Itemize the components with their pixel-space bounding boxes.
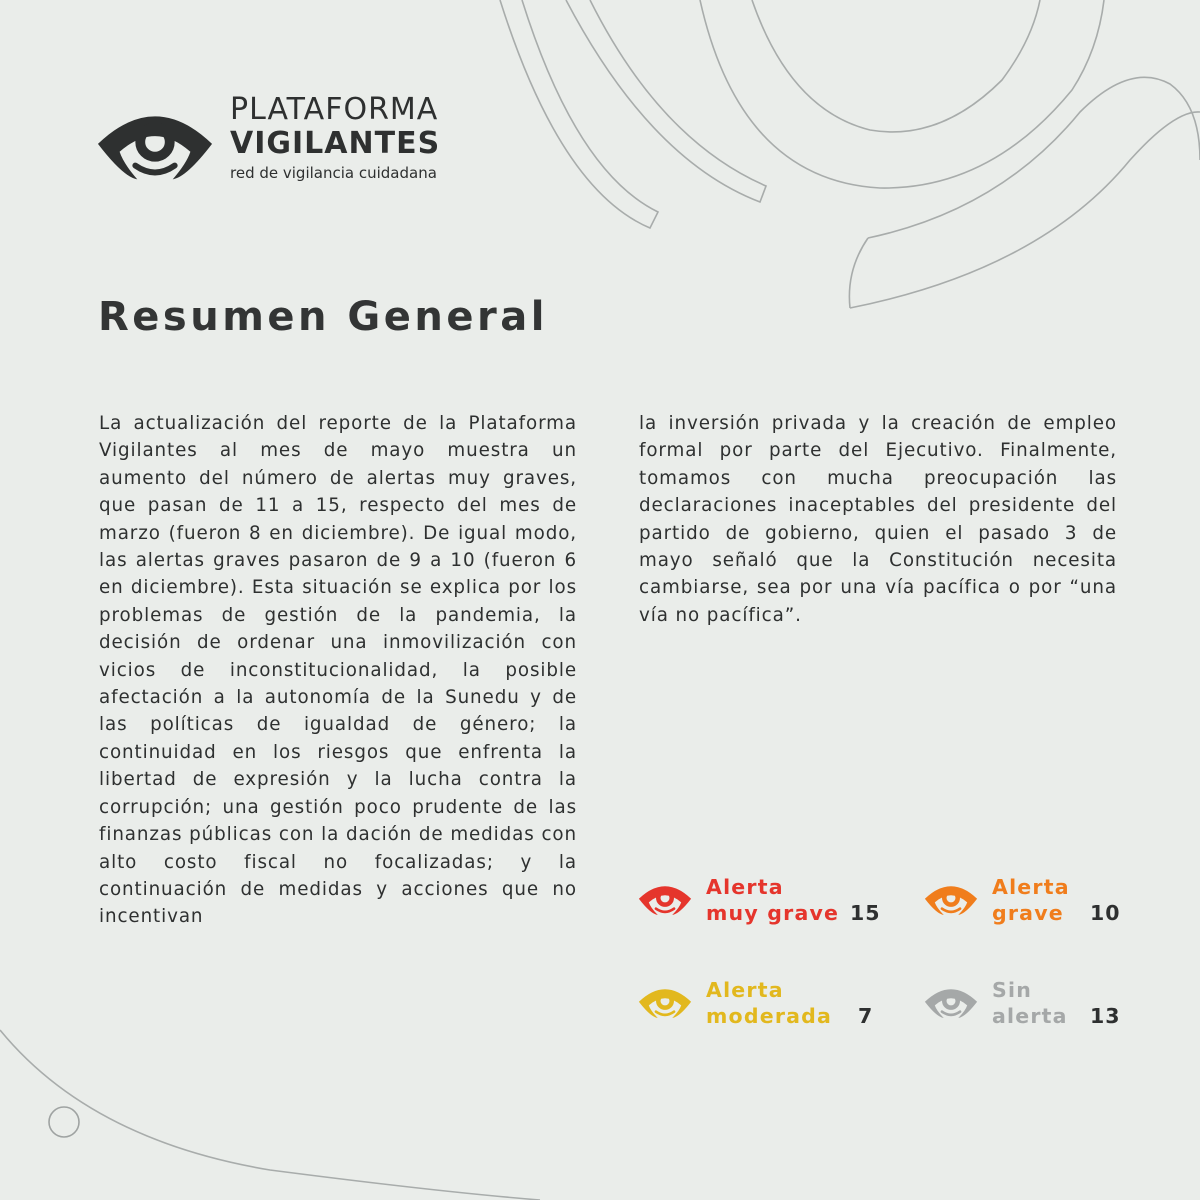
alert-count: 10 bbox=[1090, 901, 1121, 925]
alert-label: Sin alerta bbox=[992, 978, 1068, 1028]
alert-label: Alerta moderada bbox=[706, 978, 833, 1028]
alert-label: Alerta grave bbox=[992, 875, 1070, 925]
alert-moderada bbox=[638, 977, 888, 1037]
brand-tagline: red de vigilancia cuidadana bbox=[230, 164, 437, 182]
body-text-right: la inversión privada y la creación de empleo formal por parte del Ejecutivo. Finalmente, tomamos con mucha preocupación las declaraciones inaceptables del presidente del partido de gobierno, quien el pasado 3 de mayo señaló que la Constitución necesita cambiarse, sea por una vía pacífica o por “una vía no pacífica”. bbox=[639, 413, 1117, 626]
eye-alert-icon bbox=[924, 981, 978, 1019]
eye-alert-icon bbox=[638, 878, 692, 916]
alert-count: 7 bbox=[858, 1004, 874, 1028]
eye-alert-icon bbox=[638, 981, 692, 1019]
alert-label: Alerta muy grave bbox=[706, 875, 840, 925]
alert-count: 15 bbox=[850, 901, 881, 925]
brand-name-line2: VIGILANTES bbox=[230, 126, 441, 161]
eye-alert-icon bbox=[924, 878, 978, 916]
brand-logo bbox=[96, 92, 476, 188]
alert-grave bbox=[924, 874, 1174, 934]
alert-count: 13 bbox=[1090, 1004, 1121, 1028]
alert-muy-grave bbox=[638, 874, 888, 934]
brand-name-line1: PLATAFORMA bbox=[230, 92, 439, 127]
body-text-left: La actualización del reporte de la Plataforma Vigilantes al mes de mayo muestra un aumento del número de alertas muy graves, que pasan de 11 a 15, respecto del mes de marzo (fueron 8 en diciembre). De igual modo, las alertas graves pasaron de 9 a 10 (fueron 6 en diciembre). Esta situación se explica por los problemas de gestión de la pandemia, la decisión de ordenar una inmovilización con vicios de inconstitucionalidad, la posible afectación a la autonomía de la Sunedu y de las políticas de igualdad de género; la continuidad en los riesgos que enfrenta la libertad de expresión y la lucha contra la corrupción; una gestión poco prudente de las finanzas públicas con la dación de medidas con alto costo fiscal no focalizadas; y la continuación de medidas y acciones que no incentivan bbox=[99, 413, 577, 928]
alert-sin-alerta bbox=[924, 977, 1174, 1037]
eye-logo-icon bbox=[96, 100, 214, 180]
page-title: Resumen General bbox=[98, 294, 548, 340]
